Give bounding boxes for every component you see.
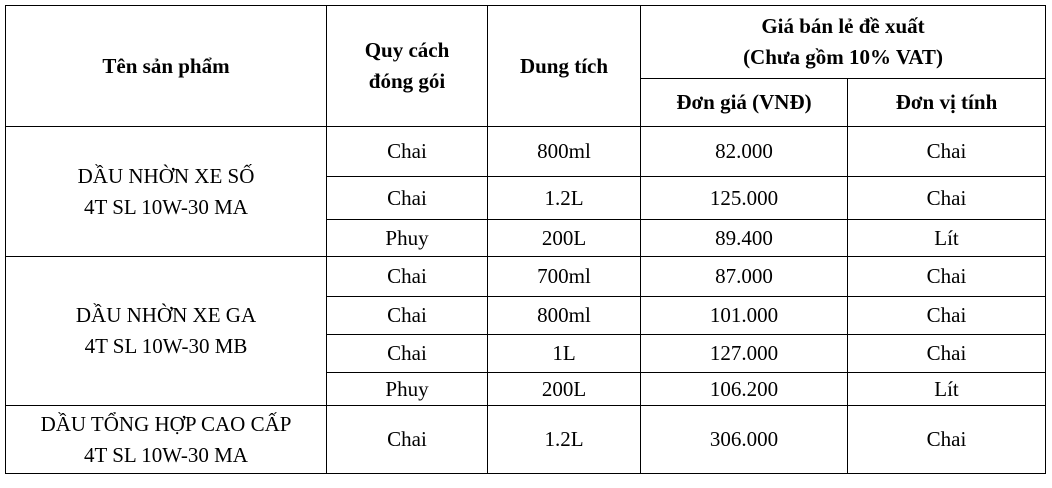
price-cell: 101.000 [641, 297, 848, 335]
capacity-cell: 1.2L [488, 406, 641, 474]
packaging-cell: Phuy [327, 373, 488, 406]
header-packaging-line2: đóng gói [368, 69, 446, 93]
price-cell: 106.200 [641, 373, 848, 406]
unit-cell: Chai [848, 297, 1046, 335]
unit-cell: Chai [848, 257, 1046, 297]
capacity-cell: 700ml [488, 257, 641, 297]
table-row [6, 127, 1046, 177]
product-name-line2: 4T SL 10W-30 MB [84, 334, 248, 358]
header-unit: Đơn vị tính [848, 79, 1046, 127]
unit-cell: Lít [848, 373, 1046, 406]
table-row [6, 406, 1046, 474]
packaging-cell: Chai [327, 257, 488, 297]
capacity-cell: 800ml [488, 297, 641, 335]
product-name-line1: DẦU TỔNG HỢP CAO CẤP [40, 411, 292, 436]
table-row [6, 257, 1046, 297]
packaging-cell: Phuy [327, 220, 488, 257]
capacity-cell: 1.2L [488, 177, 641, 220]
packaging-cell: Chai [327, 297, 488, 335]
header-capacity: Dung tích [488, 6, 641, 127]
unit-cell: Chai [848, 406, 1046, 474]
price-cell: 87.000 [641, 257, 848, 297]
price-cell: 127.000 [641, 335, 848, 373]
header-price-group-line2: (Chưa gồm 10% VAT) [743, 45, 943, 69]
product-name-line2: 4T SL 10W-30 MA [84, 442, 248, 467]
product-name-cell [6, 127, 327, 257]
header-price-group-line1: Giá bán lẻ đề xuất [761, 14, 925, 38]
price-cell: 306.000 [641, 406, 848, 474]
product-name-line1: DẦU NHỜN XE SỐ [77, 163, 255, 188]
capacity-cell: 200L [488, 373, 641, 406]
packaging-cell: Chai [327, 406, 488, 474]
header-unit-price: Đơn giá (VNĐ) [641, 79, 848, 127]
product-name-line1: DẦU NHỜN XE GA [75, 303, 257, 327]
unit-cell: Chai [848, 177, 1046, 220]
packaging-cell: Chai [327, 127, 488, 177]
capacity-cell: 200L [488, 220, 641, 257]
price-table [5, 5, 1046, 474]
header-price-group [641, 6, 1046, 79]
header-row [6, 6, 1046, 79]
unit-cell: Lít [848, 220, 1046, 257]
header-product-name: Tên sản phẩm [6, 6, 327, 127]
packaging-cell: Chai [327, 335, 488, 373]
product-name-cell [6, 257, 327, 406]
product-name-cell [6, 406, 327, 474]
header-packaging-line1: Quy cách [364, 38, 450, 62]
capacity-cell: 800ml [488, 127, 641, 177]
packaging-cell: Chai [327, 177, 488, 220]
unit-cell: Chai [848, 127, 1046, 177]
product-name-line2: 4T SL 10W-30 MA [84, 194, 248, 219]
price-cell: 89.400 [641, 220, 848, 257]
header-packaging [327, 6, 488, 127]
price-cell: 82.000 [641, 127, 848, 177]
price-cell: 125.000 [641, 177, 848, 220]
unit-cell: Chai [848, 335, 1046, 373]
capacity-cell: 1L [488, 335, 641, 373]
